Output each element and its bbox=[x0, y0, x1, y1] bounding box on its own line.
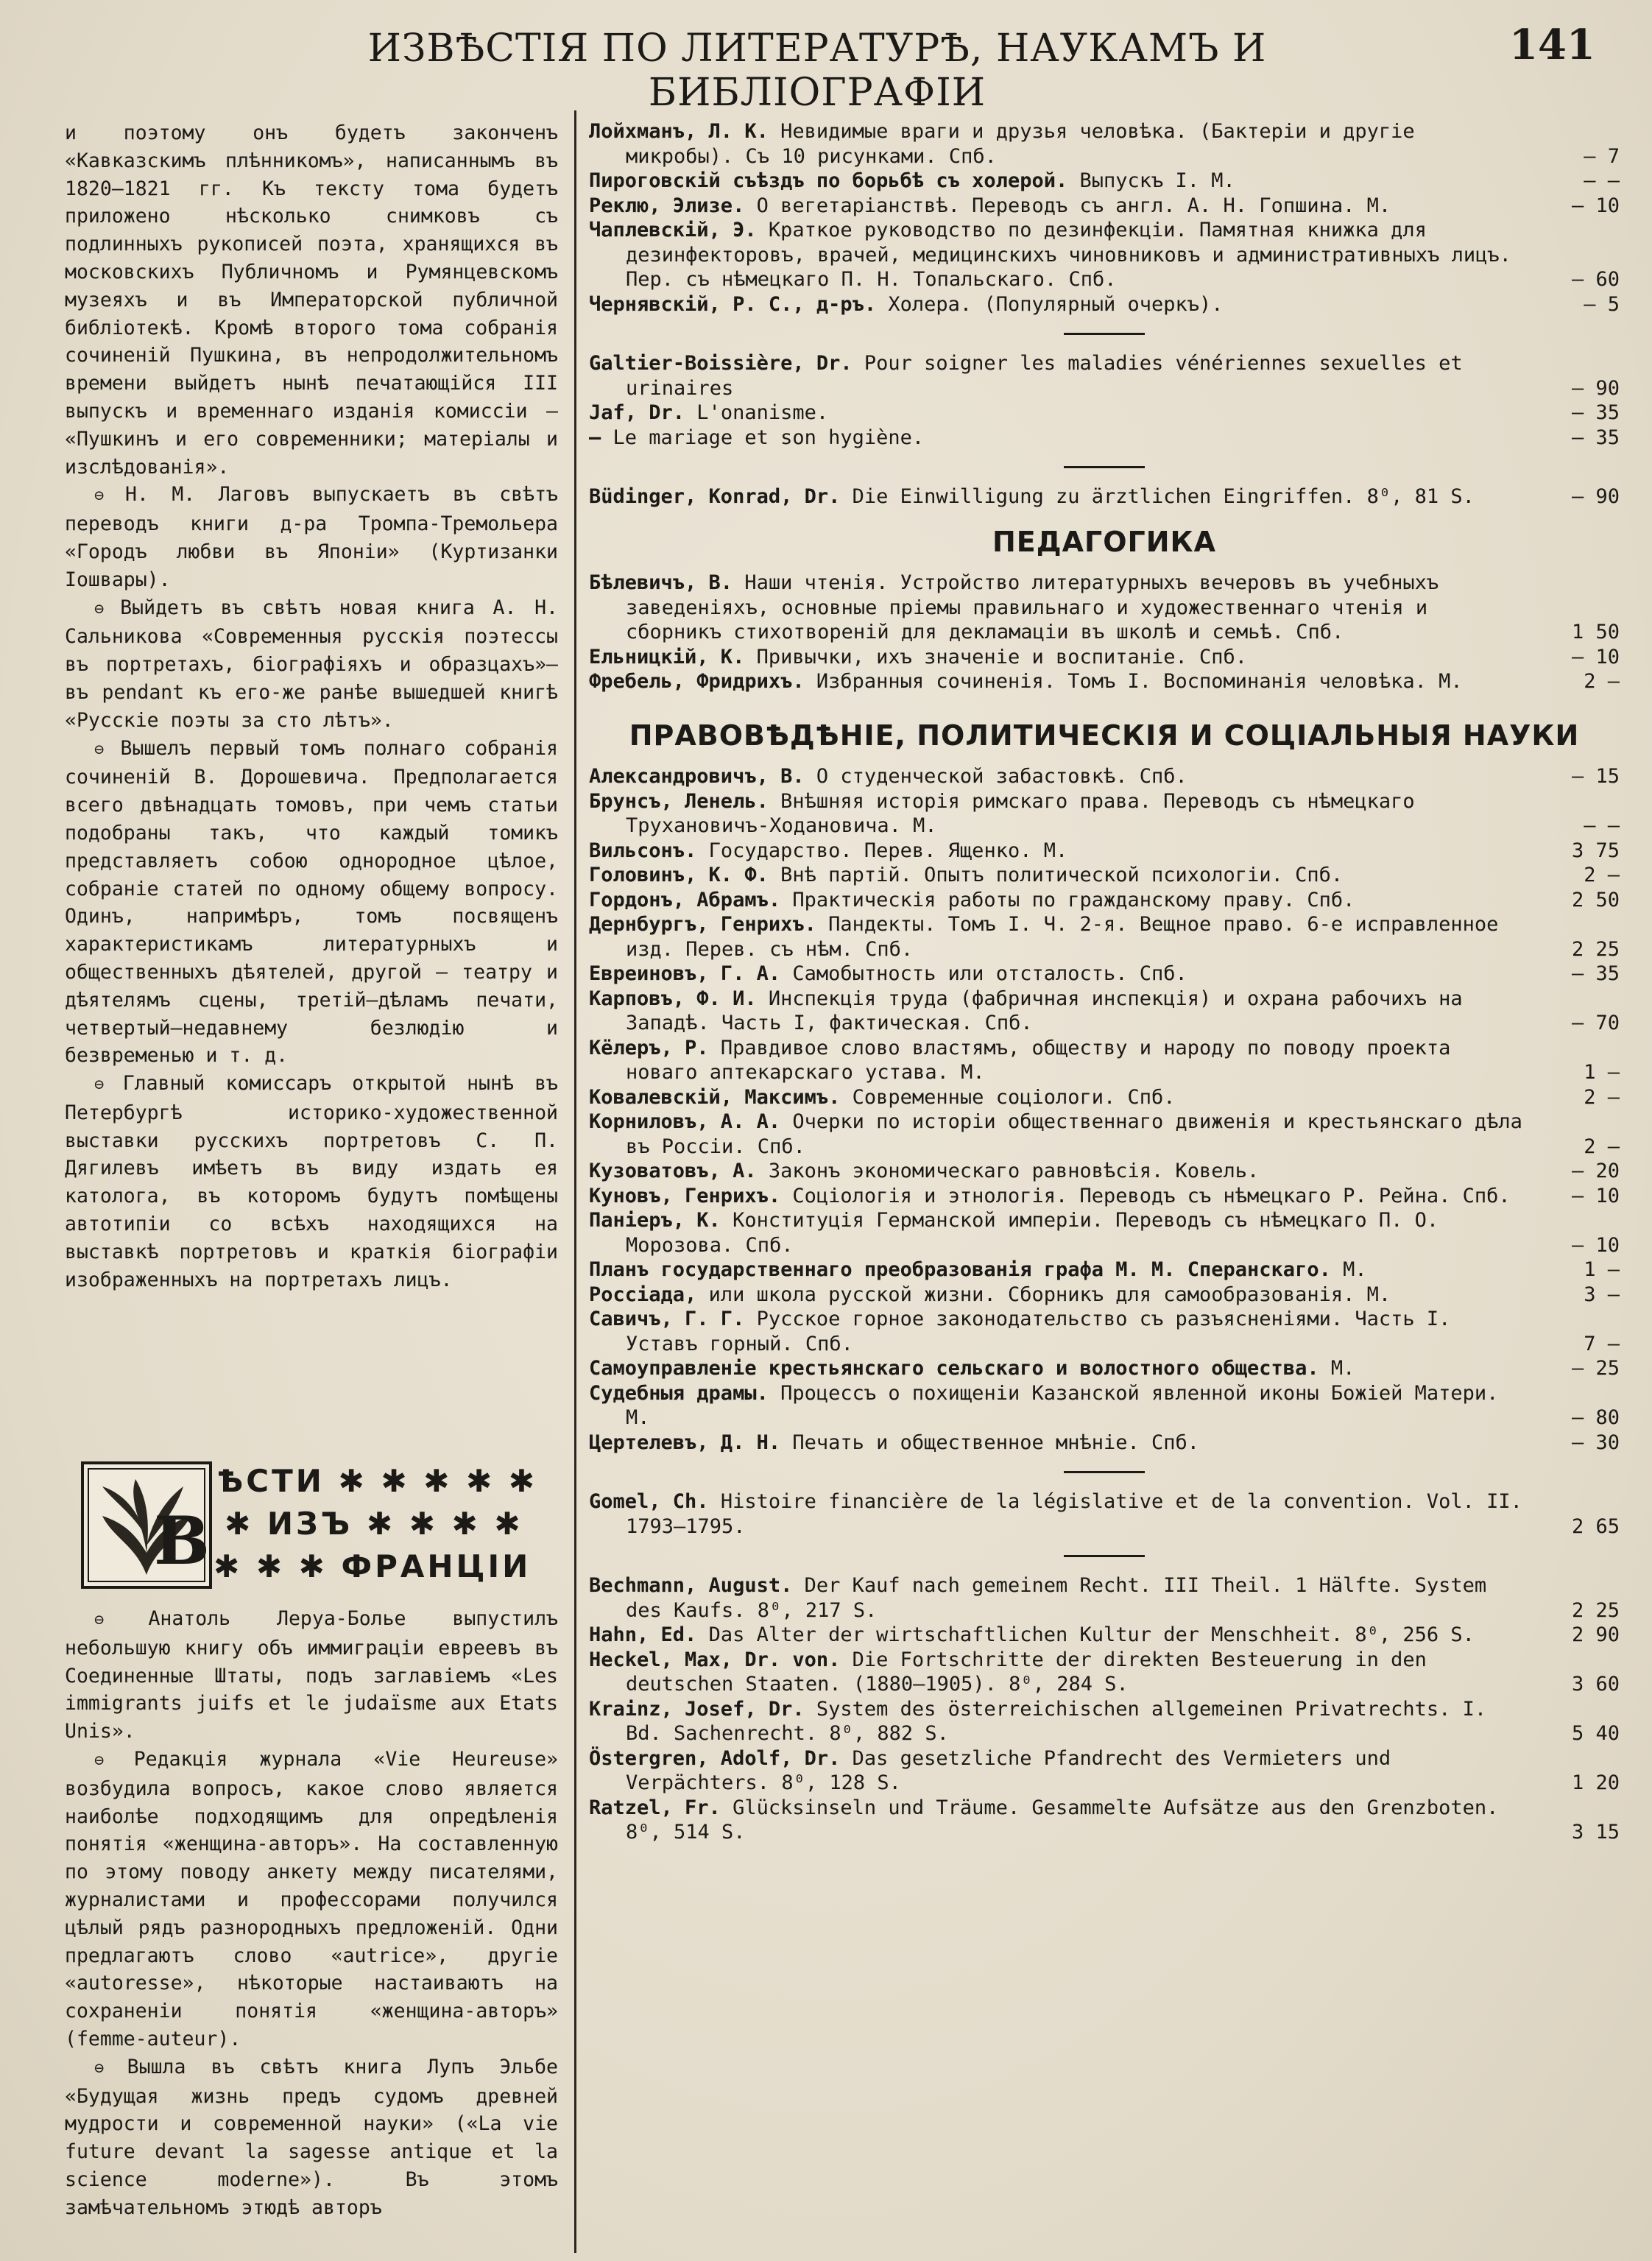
entry-author: Судебныя драмы. bbox=[589, 1381, 769, 1405]
entry-text bbox=[589, 888, 1531, 913]
entry-author: Реклю, Элизе. bbox=[589, 194, 745, 217]
entry-author: Bechmann, August. bbox=[589, 1574, 793, 1597]
bibliography-entry bbox=[589, 1489, 1620, 1539]
entry-price: — 10 bbox=[1571, 1233, 1620, 1257]
entry-text bbox=[589, 987, 1531, 1036]
column-divider bbox=[574, 110, 576, 2253]
entry-price: — — bbox=[1584, 169, 1620, 192]
bibliography-group bbox=[589, 571, 1620, 694]
entry-text bbox=[589, 1623, 1531, 1648]
entry-author: Карповъ, Ф. И. bbox=[589, 987, 757, 1010]
entry-author: Вильсонъ. bbox=[589, 839, 697, 862]
entry-price: — 60 bbox=[1571, 268, 1620, 291]
entry-price: 2 65 bbox=[1571, 1514, 1620, 1538]
bibliography-entry bbox=[589, 119, 1620, 169]
bibliography-entry bbox=[589, 169, 1620, 194]
bibliography-entry bbox=[589, 1431, 1620, 1456]
bibliography-entry bbox=[589, 1796, 1620, 1845]
entry-author: Gomel, Ch. bbox=[589, 1490, 709, 1513]
entry-price: 1 20 bbox=[1571, 1771, 1620, 1794]
entry-price: 1 — bbox=[1584, 1258, 1620, 1281]
bibliography-entry bbox=[589, 426, 1620, 451]
entry-author: Головинъ, К. Ф. bbox=[589, 864, 769, 886]
entry-price: — 80 bbox=[1571, 1406, 1620, 1429]
entry-title: Невидимые враги и друзья человѣка. (Бактеріи и другіе микробы). Съ 10 рисунками. Спб. bbox=[626, 120, 1415, 168]
entry-title: О студенческой забастовкѣ. Спб. bbox=[804, 765, 1187, 788]
entry-title: Процессъ о похищеніи Казанской явленной иконы Божіей Матери. М. bbox=[626, 1381, 1499, 1429]
entry-author: Heckel, Max, Dr. von. bbox=[589, 1648, 841, 1671]
entry-price: 5 40 bbox=[1571, 1722, 1620, 1745]
entry-text bbox=[589, 484, 1531, 509]
entry-price: — 30 bbox=[1571, 1431, 1620, 1454]
entry-price: — 20 bbox=[1571, 1160, 1620, 1182]
bibliography-entry bbox=[589, 912, 1620, 962]
entry-title: или школа русской жизни. Сборникъ для самообразованія. М. bbox=[696, 1283, 1391, 1306]
entry-title: Русское горное законодательство съ разъясненіями. Часть I. Уставъ горный. Спб. bbox=[626, 1308, 1451, 1355]
bibliography-entry bbox=[589, 1159, 1620, 1184]
entry-text bbox=[589, 119, 1531, 169]
bibliography-entry bbox=[589, 962, 1620, 987]
entry-author: Планъ государственнаго преобразованія графа М. М. Сперанскаго. bbox=[589, 1258, 1331, 1281]
entry-price: — 5 bbox=[1584, 292, 1620, 316]
bibliography-entry bbox=[589, 484, 1620, 509]
entry-price: — 35 bbox=[1571, 426, 1620, 449]
entry-text bbox=[589, 1184, 1531, 1209]
left-column-lower bbox=[65, 1605, 558, 2222]
bibliography-entry bbox=[589, 1307, 1620, 1356]
entry-text bbox=[589, 218, 1531, 292]
entry-text bbox=[589, 1208, 1531, 1258]
entry-text bbox=[589, 1746, 1531, 1796]
entry-text bbox=[589, 351, 1531, 401]
vignette-title-line: ѢСТИ ✱ ✱ ✱ ✱ ✱ bbox=[217, 1463, 537, 1499]
bibliography-entry bbox=[589, 987, 1620, 1036]
bibliography-group bbox=[589, 764, 1620, 1455]
entry-author: Россіада, bbox=[589, 1283, 697, 1306]
entry-author: Jaf, Dr. bbox=[589, 401, 685, 424]
entry-text bbox=[589, 1159, 1531, 1184]
entry-title: Конституція Германской имперіи. Переводъ съ нѣмецкаго П. О. Морозова. Спб. bbox=[626, 1209, 1439, 1257]
entry-price: — 7 bbox=[1584, 144, 1620, 168]
entry-title: Пандекты. Томъ I. Ч. 2-я. Вещное право. 6-е исправленное изд. Перев. съ нѣм. Спб. bbox=[626, 913, 1499, 961]
bullet-icon: ⊖ bbox=[94, 487, 125, 506]
entry-price: 3 15 bbox=[1571, 1821, 1620, 1844]
bibliography-entry bbox=[589, 351, 1620, 401]
entry-text bbox=[589, 1283, 1531, 1308]
entry-price: 7 — bbox=[1584, 1332, 1620, 1355]
entry-author: Hahn, Ed. bbox=[589, 1623, 697, 1646]
entry-text bbox=[589, 1648, 1531, 1697]
news-paragraph: ⊖ Выйдетъ въ свѣтъ новая книга А. Н. Сальникова «Современныя русскія поэтессы въ портретахъ, біографіяхъ и образцахъ»—въ pendant къ его-же ранѣе вышедшей книгѣ «Русскіе поэты за сто лѣтъ». bbox=[65, 596, 558, 732]
entry-price: 3 — bbox=[1584, 1283, 1620, 1306]
entry-author: Гордонъ, Абрамъ. bbox=[589, 888, 781, 911]
entry-author: Ratzel, Fr. bbox=[589, 1796, 721, 1819]
news-paragraph: и поэтому онъ будетъ законченъ «Кавказскимъ плѣнникомъ», написаннымъ въ 1820—1821 гг. Къ тексту тома будетъ приложено нѣсколько снимковъ съ подлинныхъ рукописей поэта, хранящихся въ московскихъ Публичномъ и Румянцевскомъ музеяхъ и въ Императорской публичной библіотекѣ. Кромѣ второго тома собранія сочиненій Пушкина, въ непродолжительномъ времени выйдетъ нынѣ печатающійся III выпускъ и временнаго изданія комиссіи — «Пушкинъ и его современники; матеріалы и изслѣдованія». bbox=[65, 121, 558, 479]
bibliography-entry bbox=[589, 764, 1620, 789]
bibliography-group bbox=[589, 1489, 1620, 1539]
section-heading: ПЕДАГОГИКА bbox=[992, 525, 1217, 558]
bibliography-entry bbox=[589, 863, 1620, 888]
entry-title: Печать и общественное мнѣніе. Спб. bbox=[780, 1431, 1200, 1454]
entry-price: 2 50 bbox=[1571, 888, 1620, 911]
entry-author: Самоуправленіе крестьянскаго сельскаго и волостного общества. bbox=[589, 1357, 1319, 1380]
news-paragraph: ⊖ Н. М. Лаговъ выпускаетъ въ свѣтъ переводъ книги д-ра Тромпа-Тремольера «Городъ любви въ Японіи» (Куртизанки Іошвары). bbox=[65, 483, 558, 591]
entry-author: Ковалевскій, Максимъ. bbox=[589, 1085, 841, 1109]
page-number: 141 bbox=[1509, 21, 1595, 69]
entry-price: 2 — bbox=[1584, 1085, 1620, 1109]
entry-title: Современные соціологи. Спб. bbox=[840, 1085, 1176, 1109]
entry-text bbox=[589, 645, 1531, 670]
vignette-title-line: ✱ ✱ ✱ ФРАНЦІИ bbox=[213, 1548, 532, 1584]
entry-title: Выпускъ I. М. bbox=[1067, 169, 1235, 192]
entry-author: Пироговскій съѣздъ по борьбѣ съ холерой. bbox=[589, 169, 1068, 192]
entry-price: — 90 bbox=[1571, 485, 1620, 508]
separator-rule bbox=[1064, 1471, 1145, 1473]
entry-title: Привычки, ихъ значеніе и воспитаніе. Спб. bbox=[744, 645, 1248, 669]
entry-author: Цертелевъ, Д. Н. bbox=[589, 1431, 781, 1454]
entry-text bbox=[589, 1036, 1531, 1085]
bibliography-entry bbox=[589, 789, 1620, 839]
entry-price: 2 — bbox=[1584, 1135, 1620, 1158]
separator-rule bbox=[1064, 1555, 1145, 1557]
entry-text bbox=[589, 764, 1531, 789]
entry-text bbox=[589, 194, 1531, 219]
entry-title: Законъ экономическаго равновѣсія. Ковель. bbox=[756, 1160, 1260, 1182]
entry-text bbox=[589, 1085, 1531, 1110]
entry-price: — 15 bbox=[1571, 765, 1620, 788]
entry-title: Краткое руководство по дезинфекціи. Памятная книжка для дезинфекторовъ, врачей, медицинскихъ чиновниковъ и административныхъ лицъ. Пер. съ нѣмецкаго П. Н. Топальскаго. Спб. bbox=[626, 219, 1511, 291]
ornament-icon bbox=[81, 1461, 212, 1589]
bullet-icon: ⊖ bbox=[94, 1751, 134, 1770]
entry-price: — 70 bbox=[1571, 1012, 1620, 1034]
entry-author: Бѣлевичъ, В. bbox=[589, 571, 733, 594]
entry-author: Дернбургъ, Генрихъ. bbox=[589, 913, 816, 936]
bibliography-entry bbox=[589, 218, 1620, 292]
bibliography-entry bbox=[589, 1110, 1620, 1159]
entry-author: Брунсъ, Ленель. bbox=[589, 789, 769, 813]
entry-title: Pour soigner les maladies vénériennes sexuelles et urinaires bbox=[626, 352, 1463, 400]
bibliography-entry bbox=[589, 1623, 1620, 1648]
entry-author: Фребель, Фридрихъ. bbox=[589, 670, 805, 693]
entry-title: Холера. (Популярный очеркъ). bbox=[876, 292, 1224, 316]
entry-text bbox=[589, 571, 1531, 645]
bibliography-entry bbox=[589, 888, 1620, 913]
entry-title: Наши чтенія. Устройство литературныхъ вечеровъ въ учебныхъ заведеніяхъ, основные пріемы правильнаго и художественнаго чтенія и сборникъ стихотвореній для декламаціи въ школѣ и семьѣ. Спб. bbox=[626, 571, 1439, 643]
entry-author: Ельницкій, К. bbox=[589, 645, 745, 669]
bibliography-entry bbox=[589, 839, 1620, 864]
bibliography-group bbox=[589, 484, 1620, 509]
entry-price: — 35 bbox=[1571, 962, 1620, 985]
entry-price: 1 — bbox=[1584, 1061, 1620, 1084]
entry-title: Очерки по исторіи общественнаго движенія и крестьянскаго дѣла въ Россіи. Спб. bbox=[626, 1110, 1522, 1158]
news-paragraph: ⊖ Анатоль Леруа-Болье выпустилъ небольшую книгу объ иммиграціи евреевъ въ Соединенные Штаты, подъ заглавіемъ «Les immigrants juifs et le judaïsme aux Etats Unis». bbox=[65, 1607, 558, 1743]
bibliography-entry bbox=[589, 1283, 1620, 1308]
entry-text bbox=[589, 962, 1531, 987]
entry-title: Инспекція труда (фабричная инспекція) и охрана рабочихъ на Западѣ. Часть I, фактическая. Спб. bbox=[626, 987, 1463, 1034]
entry-title: Die Einwilligung zu ärztlichen Eingriffen. 8⁰, 81 S. bbox=[840, 485, 1475, 508]
entry-title: Самобытность или отсталость. Спб. bbox=[780, 962, 1187, 985]
bibliography-entry bbox=[589, 401, 1620, 426]
entry-text bbox=[589, 1489, 1531, 1539]
entry-price: 2 90 bbox=[1571, 1623, 1620, 1646]
bibliography-group bbox=[589, 119, 1620, 317]
bibliography-group bbox=[589, 351, 1620, 450]
entry-author: Савичъ, Г. Г. bbox=[589, 1308, 745, 1330]
entry-text bbox=[589, 669, 1531, 694]
bullet-icon: ⊖ bbox=[94, 1611, 149, 1629]
entry-title: System des österreichischen allgemeinen Privatrechts. I. Bd. Sachenrecht. 8⁰, 882 S. bbox=[626, 1697, 1487, 1745]
entry-author: — bbox=[589, 426, 601, 449]
entry-title: Правдивое слово властямъ, обществу и народу по поводу проекта новаго аптекарскаго устава. М. bbox=[626, 1036, 1451, 1084]
entry-price: 3 60 bbox=[1571, 1673, 1620, 1696]
entry-title: Le mariage et son hygiène. bbox=[601, 426, 925, 449]
bibliography-entry bbox=[589, 1036, 1620, 1085]
entry-price: — 10 bbox=[1571, 194, 1620, 217]
entry-text bbox=[589, 401, 1531, 426]
entry-title: О вегетаріанствѣ. Переводъ съ англ. А. Н. Гопшина. М. bbox=[744, 194, 1391, 217]
bibliography-entry bbox=[589, 1697, 1620, 1746]
entry-text bbox=[589, 292, 1531, 317]
entry-text bbox=[589, 1307, 1531, 1356]
entry-author: Чернявскій, Р. С., д-ръ. bbox=[589, 292, 877, 316]
entry-text bbox=[589, 1573, 1531, 1623]
entry-author: Кузоватовъ, А. bbox=[589, 1160, 757, 1182]
news-paragraph: ⊖ Главный комиссаръ открытой нынѣ въ Петербургѣ историко-художественной выставки русскихъ портретовъ С. П. Дягилевъ имѣетъ въ виду издать ея католога, въ которомъ будутъ помѣщены автотипіи со всѣхъ находящихся на выставкѣ портретовъ и краткія біографіи изображенныхъ на портретахъ лицъ. bbox=[65, 1072, 558, 1291]
entry-author: Корниловъ, А. А. bbox=[589, 1110, 781, 1133]
entry-title: Соціологія и этнологія. Переводъ съ нѣмецкаго Р. Рейна. Спб. bbox=[780, 1184, 1511, 1207]
entry-price: — 10 bbox=[1571, 1184, 1620, 1207]
entry-title: Das gesetzliche Pfandrecht des Vermieters und Verpächters. 8⁰, 128 S. bbox=[626, 1746, 1391, 1794]
bibliography-entry bbox=[589, 292, 1620, 317]
bullet-icon: ⊖ bbox=[94, 1076, 123, 1095]
bibliography-entry bbox=[589, 194, 1620, 219]
entry-text bbox=[589, 1796, 1531, 1845]
entry-title: Der Kauf nach gemeinem Recht. III Theil. 1 Hälfte. System des Kaufs. 8⁰, 217 S. bbox=[626, 1574, 1487, 1622]
page-header bbox=[0, 21, 1652, 115]
bibliography-entry bbox=[589, 571, 1620, 645]
entry-title: Das Alter der wirtschaftlichen Kultur der Menschheit. 8⁰, 256 S. bbox=[696, 1623, 1475, 1646]
vignette-title-line: ✱ ИЗЪ ✱ ✱ ✱ ✱ bbox=[225, 1506, 523, 1542]
separator-rule bbox=[1064, 333, 1145, 335]
entry-price: — 35 bbox=[1571, 401, 1620, 424]
entry-title: М. bbox=[1330, 1258, 1367, 1281]
entry-author: Куновъ, Генрихъ. bbox=[589, 1184, 781, 1207]
entry-title: Избранныя сочиненія. Томъ I. Воспоминанія человѣка. М. bbox=[804, 670, 1463, 693]
entry-text bbox=[589, 912, 1531, 962]
entry-title: М. bbox=[1319, 1357, 1355, 1380]
entry-text bbox=[589, 1258, 1531, 1283]
bullet-icon: ⊖ bbox=[94, 599, 121, 618]
news-paragraph: ⊖ Вышелъ первый томъ полнаго собранія сочиненій В. Дорошевича. Предполагается всего двѣнадцать томовъ, при чемъ статьи подобраны такъ, что каждый томикъ представляетъ собою однородное цѣлое, собраніе статей по одному общему вопросу. Одинъ, напримѣръ, томъ посвященъ характеристикамъ литературныхъ и общественныхъ дѣятелей, другой — театру и дѣятелямъ сцены, третій—дѣламъ печати, четвертый—недавнему безлюдію и безвременью и т. д. bbox=[65, 736, 558, 1068]
bibliography-entry bbox=[589, 645, 1620, 670]
entry-title: Практическія работы по гражданскому праву. Спб. bbox=[780, 888, 1355, 911]
bibliography-entry bbox=[589, 1356, 1620, 1381]
entry-author: Александровичъ, В. bbox=[589, 765, 805, 788]
entry-text bbox=[589, 1431, 1531, 1456]
entry-text bbox=[589, 1697, 1531, 1746]
entry-text bbox=[589, 1110, 1531, 1159]
bibliography-entry bbox=[589, 669, 1620, 694]
entry-price: 2 — bbox=[1584, 864, 1620, 886]
entry-title: Государство. Перев. Ященко. М. bbox=[696, 839, 1068, 862]
section-vignette bbox=[81, 1461, 563, 1601]
bibliography-group bbox=[589, 1573, 1620, 1845]
entry-author: Лойхманъ, Л. К. bbox=[589, 120, 769, 143]
page-title: ИЗВѢСТІЯ ПО ЛИТЕРАТУРѢ, НАУКАМЪ И БИБЛІОГРАФІИ bbox=[367, 27, 1267, 115]
entry-price: 3 75 bbox=[1571, 839, 1620, 862]
entry-author: Krainz, Josef, Dr. bbox=[589, 1697, 805, 1721]
svg-text:В: В bbox=[154, 1502, 209, 1580]
entry-title: Glücksinseln und Träume. Gesammelte Aufsätze aus den Grenzboten. 8⁰, 514 S. bbox=[626, 1796, 1499, 1844]
entry-price: 2 25 bbox=[1571, 1598, 1620, 1622]
separator-rule bbox=[1064, 466, 1145, 468]
bibliography-entry bbox=[589, 1208, 1620, 1258]
bullet-icon: ⊖ bbox=[94, 2059, 127, 2078]
entry-text bbox=[589, 839, 1531, 864]
entry-author: Östergren, Adolf, Dr. bbox=[589, 1746, 841, 1770]
entry-author: Паніеръ, К. bbox=[589, 1209, 721, 1232]
bibliography-entry bbox=[589, 1381, 1620, 1431]
bibliography-entry bbox=[589, 1184, 1620, 1209]
entry-title: L'onanisme. bbox=[685, 401, 829, 424]
entry-price: — — bbox=[1584, 814, 1620, 837]
entry-text bbox=[589, 863, 1531, 888]
bibliography-entry bbox=[589, 1085, 1620, 1110]
entry-title: Histoire financière de la législative et de la convention. Vol. II. 1793—1795. bbox=[626, 1490, 1522, 1538]
bibliography-entry bbox=[589, 1573, 1620, 1623]
entry-text bbox=[589, 789, 1531, 839]
entry-title: Внѣшняя исторія римскаго права. Переводъ съ нѣмецкаго Трухановичъ-Ходановича. М. bbox=[626, 789, 1415, 837]
entry-author: Galtier-Boissière, Dr. bbox=[589, 352, 853, 375]
right-column bbox=[589, 119, 1620, 1845]
entry-price: — 10 bbox=[1571, 645, 1620, 669]
bibliography-entry bbox=[589, 1648, 1620, 1697]
bibliography-entry bbox=[589, 1258, 1620, 1283]
entry-price: — 25 bbox=[1571, 1357, 1620, 1380]
entry-text bbox=[589, 1381, 1531, 1431]
entry-author: Чаплевскій, Э. bbox=[589, 219, 757, 241]
entry-price: 2 — bbox=[1584, 670, 1620, 693]
news-paragraph: ⊖ Редакція журнала «Vie Heureuse» возбудила вопросъ, какое слово является наиболѣе подходящимъ для опредѣленія понятія «женщина-авторъ». На составленную по этому поводу анкету между писателями, журналистами и профессорами получился цѣлый рядъ разнородныхъ предложеній. Одни предлагаютъ слово «autrice», другіе «autoresse», нѣкоторые настаиваютъ на сохраненіи понятія «женщина-авторъ» (femme-auteur). bbox=[65, 1747, 558, 2050]
entry-text bbox=[589, 1356, 1531, 1381]
entry-price: 2 25 bbox=[1571, 937, 1620, 961]
entry-text bbox=[589, 426, 1531, 451]
entry-text bbox=[589, 169, 1531, 194]
entry-title: Внѣ партій. Опытъ политической психологіи. Спб. bbox=[768, 864, 1344, 886]
left-column bbox=[65, 119, 558, 1294]
bibliography-entry bbox=[589, 1746, 1620, 1796]
entry-author: Кёлеръ, Р. bbox=[589, 1036, 709, 1059]
section-heading: ПРАВОВѢДѢНІЕ, ПОЛИТИЧЕСКІЯ И СОЦІАЛЬНЫЯ НАУКИ bbox=[629, 719, 1580, 752]
news-paragraph: ⊖ Вышла въ свѣтъ книга Лупъ Эльбе «Будущая жизнь предъ судомъ древней мудрости и современной науки» («La vie future devant la sagesse antique et la science moderne»). Въ этомъ замѣчательномъ этюдѣ авторъ bbox=[65, 2055, 558, 2219]
bullet-icon: ⊖ bbox=[94, 740, 121, 759]
entry-author: Büdinger, Konrad, Dr. bbox=[589, 485, 841, 508]
entry-author: Евреиновъ, Г. А. bbox=[589, 962, 781, 985]
entry-price: — 90 bbox=[1571, 376, 1620, 400]
entry-title: Die Fortschritte der direkten Besteuerung in den deutschen Staaten. (1880—1905). 8⁰, 284 S. bbox=[626, 1648, 1427, 1696]
entry-price: 1 50 bbox=[1571, 621, 1620, 643]
